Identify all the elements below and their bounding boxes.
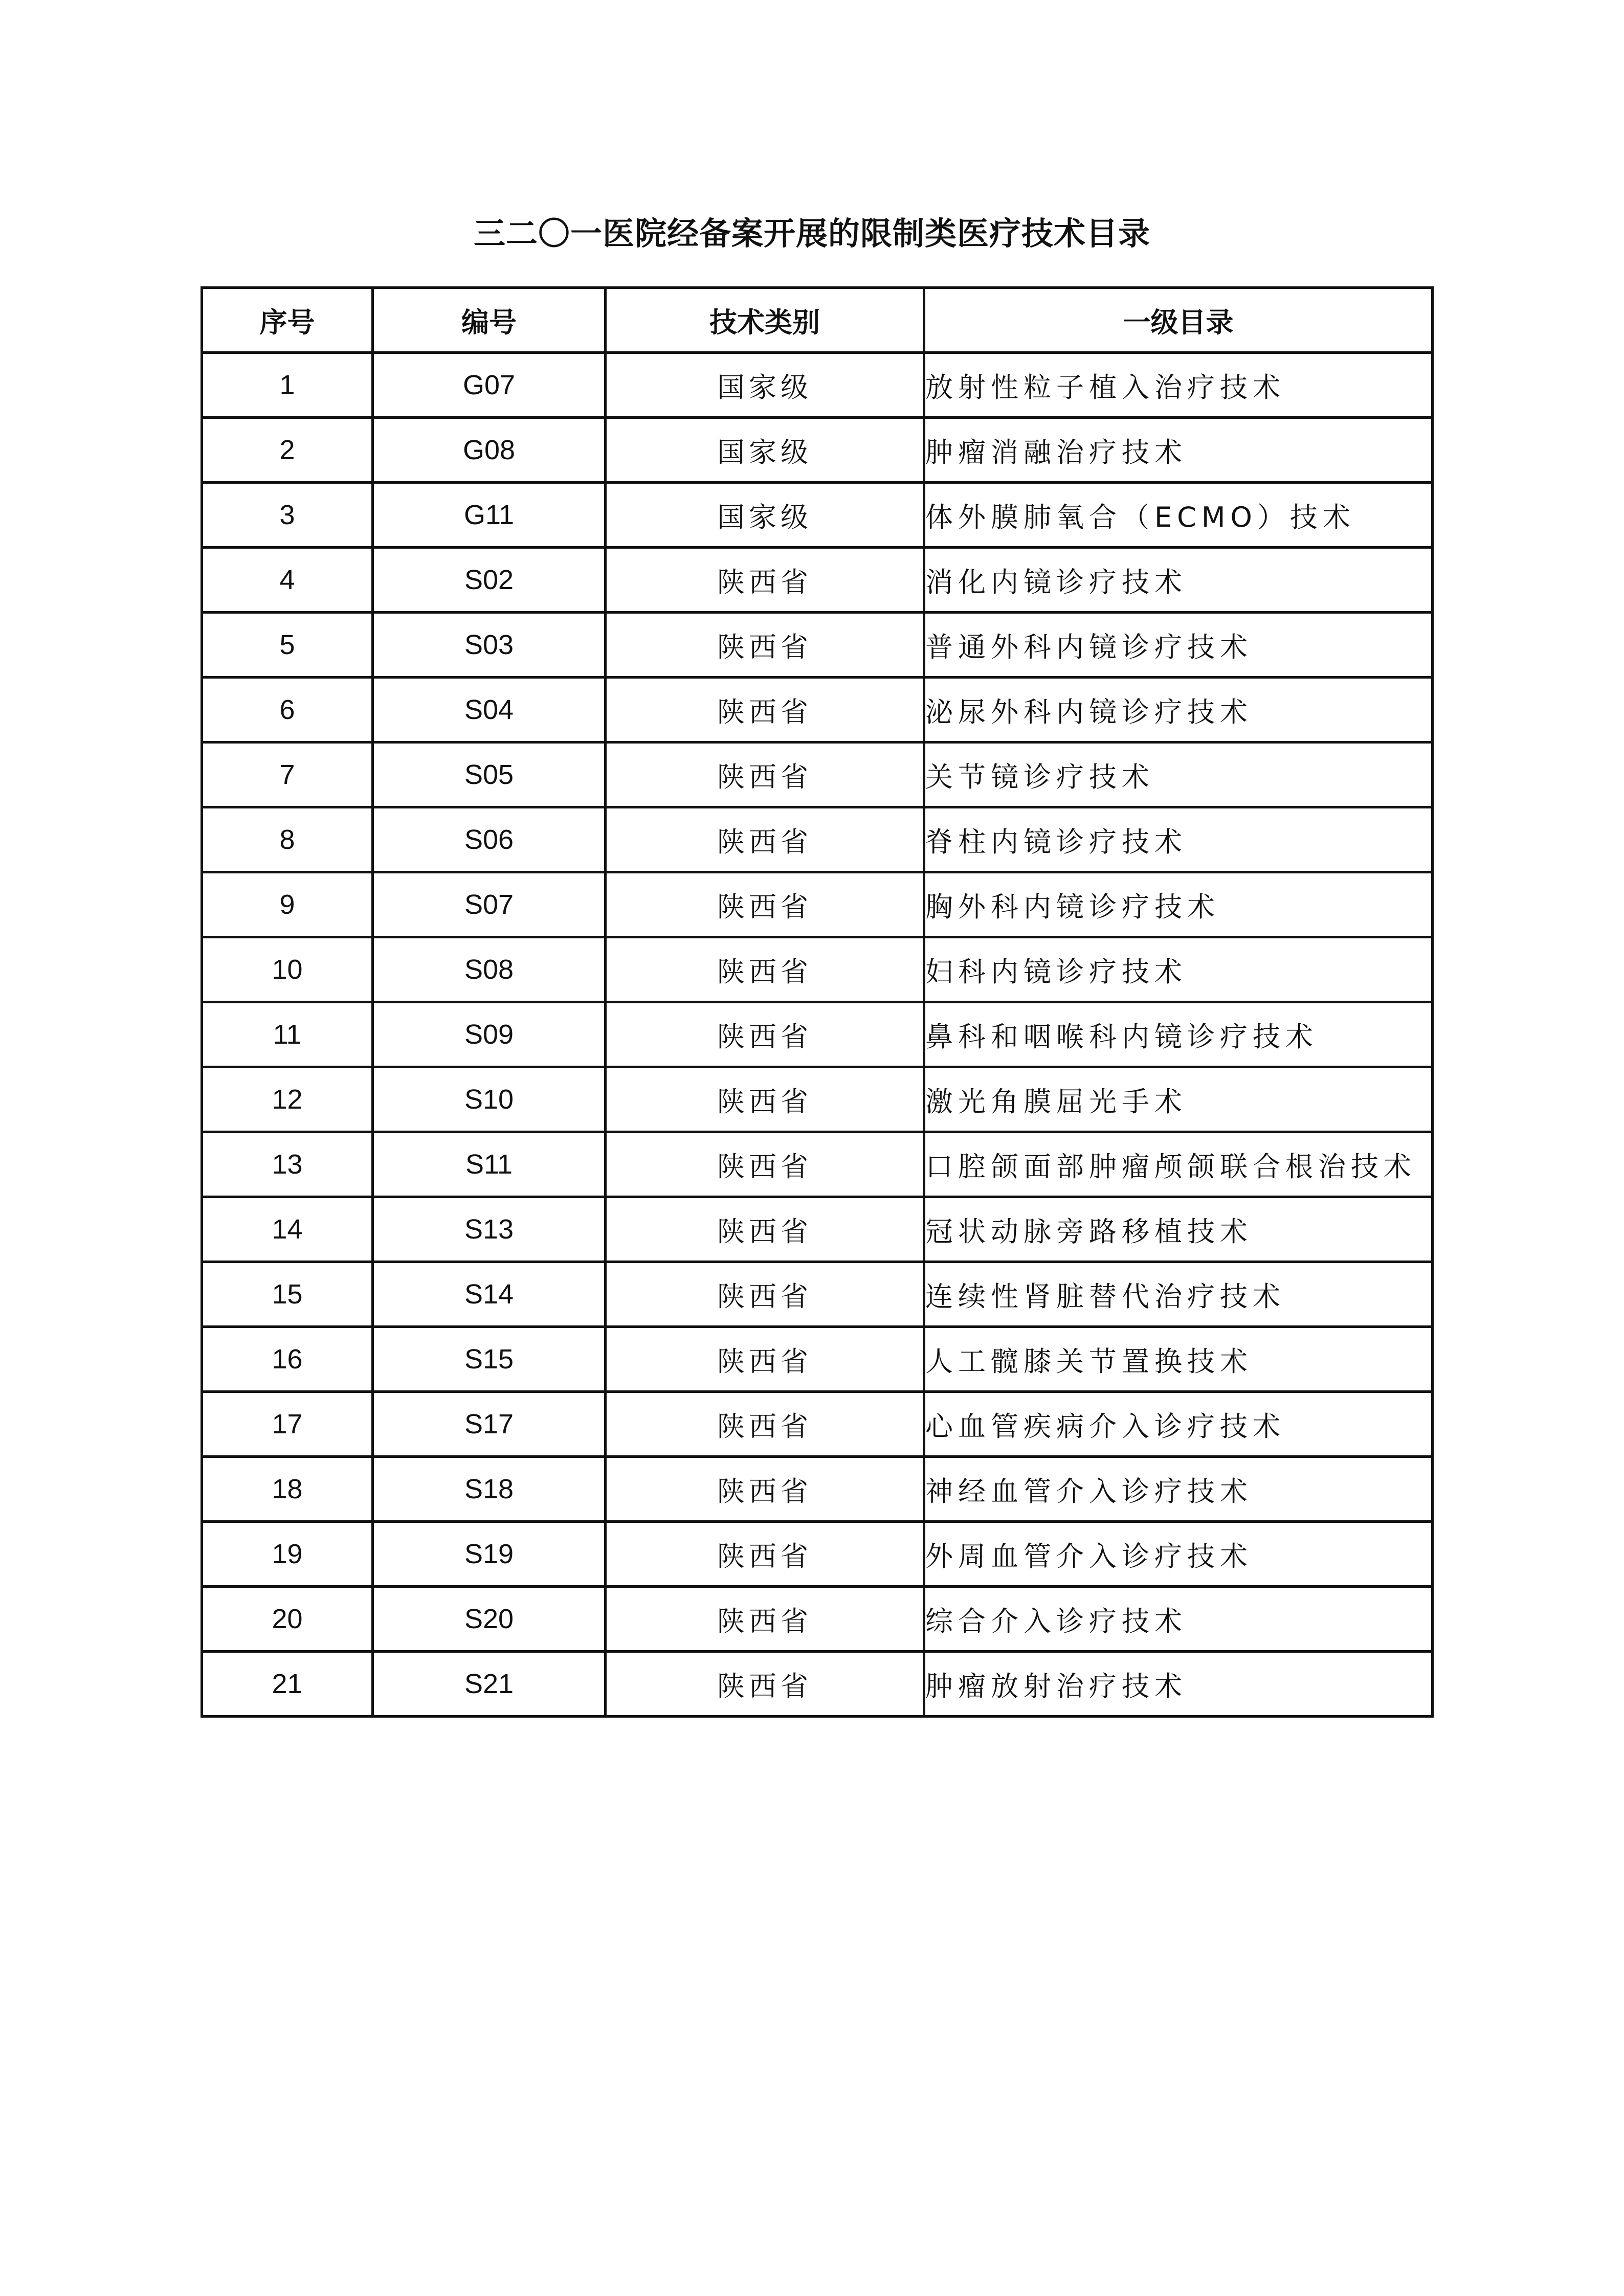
table-row (202, 1132, 1433, 1197)
row-seq: 1 (202, 353, 373, 418)
row-code: S20 (373, 1587, 606, 1652)
row-category: 陕西省 (606, 872, 924, 937)
document-title: 三二〇一医院经备案开展的限制类医疗技术目录 (473, 215, 1150, 252)
table-row (202, 1002, 1433, 1067)
row-category: 陕西省 (606, 548, 924, 613)
row-name: 关节镜诊疗技术 (924, 742, 1433, 807)
row-category: 陕西省 (606, 1262, 924, 1327)
row-category: 陕西省 (606, 807, 924, 872)
table-row (202, 353, 1433, 418)
row-seq: 19 (202, 1522, 373, 1587)
table-row (202, 1262, 1433, 1327)
row-name: 心血管疾病介入诊疗技术 (924, 1392, 1433, 1457)
row-name: 肿瘤放射治疗技术 (924, 1652, 1433, 1717)
row-category: 陕西省 (606, 1587, 924, 1652)
row-seq: 16 (202, 1327, 373, 1392)
row-name: 人工髋膝关节置换技术 (924, 1327, 1433, 1392)
row-code: S19 (373, 1522, 606, 1587)
table-row (202, 483, 1433, 548)
row-seq: 18 (202, 1457, 373, 1522)
row-category: 陕西省 (606, 1067, 924, 1132)
row-code: G07 (373, 353, 606, 418)
table-row (202, 1067, 1433, 1132)
row-code: S11 (373, 1132, 606, 1197)
row-code: S15 (373, 1327, 606, 1392)
row-seq: 2 (202, 418, 373, 483)
row-seq: 6 (202, 678, 373, 742)
table-row (202, 678, 1433, 742)
row-category: 国家级 (606, 418, 924, 483)
table-row (202, 613, 1433, 678)
table-row (202, 742, 1433, 807)
row-code: S04 (373, 678, 606, 742)
row-seq: 20 (202, 1587, 373, 1652)
row-name: 泌尿外科内镜诊疗技术 (924, 678, 1433, 742)
row-code: G11 (373, 483, 606, 548)
row-name: 妇科内镜诊疗技术 (924, 937, 1433, 1002)
row-category: 陕西省 (606, 1522, 924, 1587)
row-seq: 10 (202, 937, 373, 1002)
header-seq: 序号 (202, 288, 373, 353)
row-seq: 17 (202, 1392, 373, 1457)
table-row (202, 1327, 1433, 1392)
row-category: 陕西省 (606, 613, 924, 678)
row-seq: 5 (202, 613, 373, 678)
row-category: 陕西省 (606, 1457, 924, 1522)
row-name: 普通外科内镜诊疗技术 (924, 613, 1433, 678)
table-row (202, 1652, 1433, 1717)
row-code: S17 (373, 1392, 606, 1457)
row-code: S03 (373, 613, 606, 678)
table-row (202, 1392, 1433, 1457)
row-code: S21 (373, 1652, 606, 1717)
table-header-row (202, 288, 1433, 353)
row-seq: 12 (202, 1067, 373, 1132)
row-category: 陕西省 (606, 1132, 924, 1197)
row-category: 陕西省 (606, 1002, 924, 1067)
row-category: 陕西省 (606, 937, 924, 1002)
row-category: 国家级 (606, 483, 924, 548)
row-category: 陕西省 (606, 742, 924, 807)
row-seq: 21 (202, 1652, 373, 1717)
header-category: 技术类别 (606, 288, 924, 353)
table-row (202, 872, 1433, 937)
row-seq: 13 (202, 1132, 373, 1197)
row-code: S14 (373, 1262, 606, 1327)
row-category: 陕西省 (606, 1327, 924, 1392)
row-seq: 9 (202, 872, 373, 937)
row-seq: 14 (202, 1197, 373, 1262)
row-code: S18 (373, 1457, 606, 1522)
technology-catalog-table (201, 286, 1434, 1718)
row-name: 冠状动脉旁路移植技术 (924, 1197, 1433, 1262)
table-row (202, 937, 1433, 1002)
row-name: 鼻科和咽喉科内镜诊疗技术 (924, 1002, 1433, 1067)
row-code: S13 (373, 1197, 606, 1262)
row-code: S02 (373, 548, 606, 613)
table-row (202, 807, 1433, 872)
row-seq: 8 (202, 807, 373, 872)
row-category: 陕西省 (606, 1652, 924, 1717)
row-code: S05 (373, 742, 606, 807)
row-seq: 3 (202, 483, 373, 548)
row-name: 外周血管介入诊疗技术 (924, 1522, 1433, 1587)
row-name: 综合介入诊疗技术 (924, 1587, 1433, 1652)
row-name: 激光角膜屈光手术 (924, 1067, 1433, 1132)
row-name: 肿瘤消融治疗技术 (924, 418, 1433, 483)
table-row (202, 1457, 1433, 1522)
row-category: 陕西省 (606, 1392, 924, 1457)
row-category: 陕西省 (606, 1197, 924, 1262)
row-seq: 11 (202, 1002, 373, 1067)
row-name: 消化内镜诊疗技术 (924, 548, 1433, 613)
row-name: 脊柱内镜诊疗技术 (924, 807, 1433, 872)
table-row (202, 1522, 1433, 1587)
row-name: 胸外科内镜诊疗技术 (924, 872, 1433, 937)
row-name: 体外膜肺氧合（ECMO）技术 (924, 483, 1433, 548)
table-row (202, 548, 1433, 613)
row-code: S07 (373, 872, 606, 937)
row-seq: 7 (202, 742, 373, 807)
row-name: 放射性粒子植入治疗技术 (924, 353, 1433, 418)
table-row (202, 1197, 1433, 1262)
row-category: 陕西省 (606, 678, 924, 742)
row-code: S09 (373, 1002, 606, 1067)
row-seq: 15 (202, 1262, 373, 1327)
row-seq: 4 (202, 548, 373, 613)
row-name: 连续性肾脏替代治疗技术 (924, 1262, 1433, 1327)
row-name: 口腔颌面部肿瘤颅颌联合根治技术 (924, 1132, 1433, 1197)
table-row (202, 418, 1433, 483)
header-code: 编号 (373, 288, 606, 353)
row-category: 国家级 (606, 353, 924, 418)
row-code: S06 (373, 807, 606, 872)
row-code: G08 (373, 418, 606, 483)
row-code: S08 (373, 937, 606, 1002)
header-name: 一级目录 (924, 288, 1433, 353)
table-row (202, 1587, 1433, 1652)
row-code: S10 (373, 1067, 606, 1132)
row-name: 神经血管介入诊疗技术 (924, 1457, 1433, 1522)
